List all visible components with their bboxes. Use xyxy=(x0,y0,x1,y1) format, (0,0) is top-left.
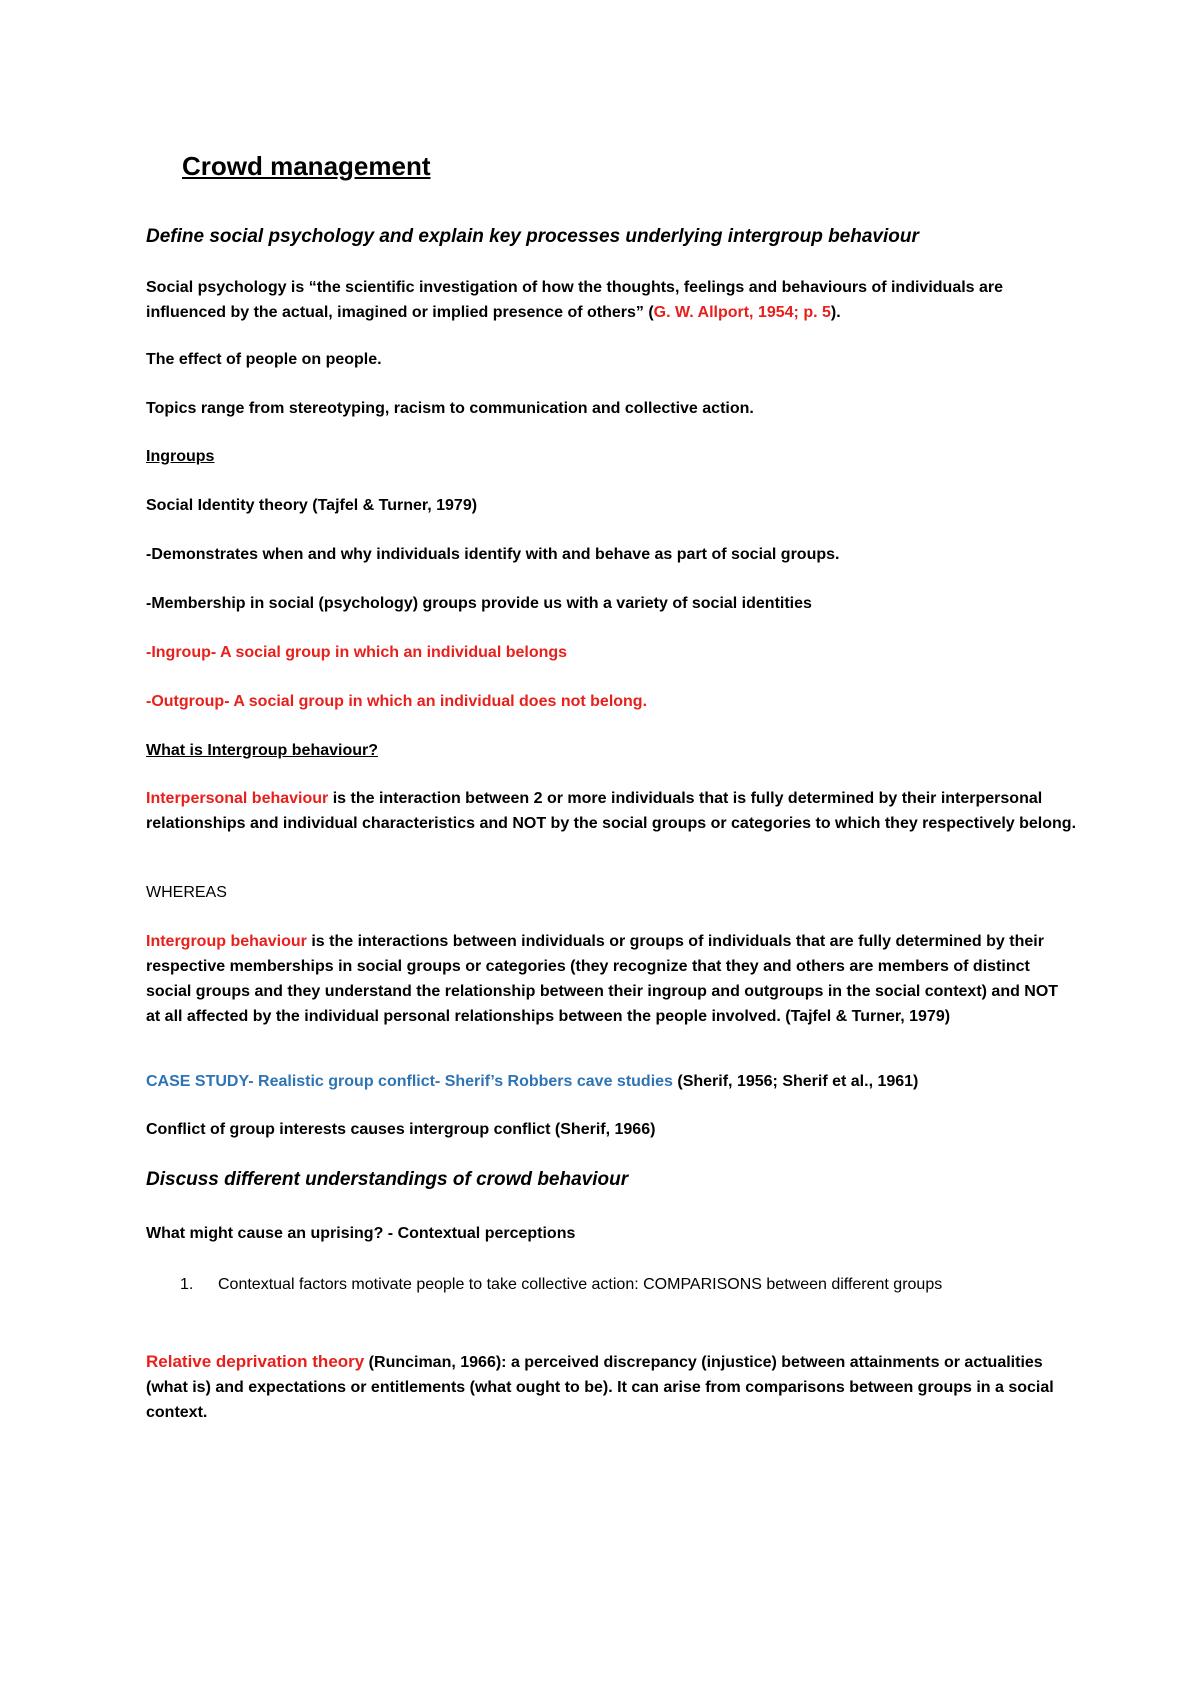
allport-citation: G. W. Allport, 1954; p. 5 xyxy=(653,304,831,321)
demonstrates-line: -Demonstrates when and why individuals identify with and behave as part of social groups. xyxy=(146,546,840,563)
list-item-contextual-factors: Contextual factors motivate people to take collective action: COMPARISONS between different groups xyxy=(218,1276,943,1293)
conflict-line: Conflict of group interests causes intergroup conflict (Sherif, 1966) xyxy=(146,1121,656,1138)
intergroup-text: is the interactions between individuals or groups of individuals that are fully determined by their respective memberships in social groups or categories (they recognize that they and others are members of distinct social groups and they understand the relationship between their ingroup and outgroups in the social context) and NOT at all affected by the individual personal relationships between the people involved. (Tajfel & Turner, 1979) xyxy=(146,933,1059,1025)
section-heading-social-psychology: Define social psychology and explain key processes underlying intergroup behaviour xyxy=(146,226,919,247)
topics-paragraph: Topics range from stereotyping, racism to communication and collective action. xyxy=(146,400,754,417)
effect-paragraph: The effect of people on people. xyxy=(146,351,382,368)
relative-deprivation-text: (Runciman, 1966): a perceived discrepancy (injustice) between attainments or actualities (what is) and expectations or entitlements (what ought to be). It can arise from comparisons between groups in a social context. xyxy=(146,1354,1054,1421)
interpersonal-text: is the interaction between 2 or more individuals that is fully determined by their interpersonal relationships and individual characteristics and NOT by the social groups or categories to which they respectively belong. xyxy=(146,790,1077,832)
interpersonal-term: Interpersonal behaviour xyxy=(146,790,329,807)
section-heading-crowd-behaviour: Discuss different understandings of crowd behaviour xyxy=(146,1169,629,1190)
relative-deprivation-paragraph xyxy=(146,1349,1076,1425)
document-title: Crowd management xyxy=(182,151,431,181)
whereas-line: WHEREAS xyxy=(146,884,227,901)
intergroup-term: Intergroup behaviour xyxy=(146,933,307,950)
ingroups-heading: Ingroups xyxy=(146,448,215,465)
uprising-question: What might cause an uprising? - Contextual perceptions xyxy=(146,1225,576,1242)
outgroup-definition: -Outgroup- A social group in which an individual does not belong. xyxy=(146,693,648,710)
definition-close: ). xyxy=(830,304,841,321)
ingroup-definition: -Ingroup- A social group in which an individual belongs xyxy=(146,644,568,661)
membership-line: -Membership in social (psychology) groups provide us with a variety of social identities xyxy=(146,595,812,612)
case-study-label: CASE STUDY- Realistic group conflict- Sherif’s Robbers cave studies xyxy=(146,1073,673,1090)
case-study-line xyxy=(146,1069,1076,1094)
social-identity-theory-line: Social Identity theory (Tajfel & Turner, 1979) xyxy=(146,497,478,514)
list-item-number: 1. xyxy=(180,1276,194,1293)
definition-text: Social psychology is “the scientific investigation of how the thoughts, feelings and behaviours of individuals are influenced by the actual, imagined or implied presence of others” ( xyxy=(146,279,1004,321)
relative-deprivation-term: Relative deprivation theory xyxy=(146,1352,365,1371)
definition-paragraph xyxy=(146,275,1076,325)
intergroup-question-heading: What is Intergroup behaviour? xyxy=(146,742,379,759)
case-study-citation: (Sherif, 1956; Sherif et al., 1961) xyxy=(672,1073,919,1090)
intergroup-paragraph xyxy=(146,929,1076,1029)
interpersonal-paragraph xyxy=(146,786,1076,836)
